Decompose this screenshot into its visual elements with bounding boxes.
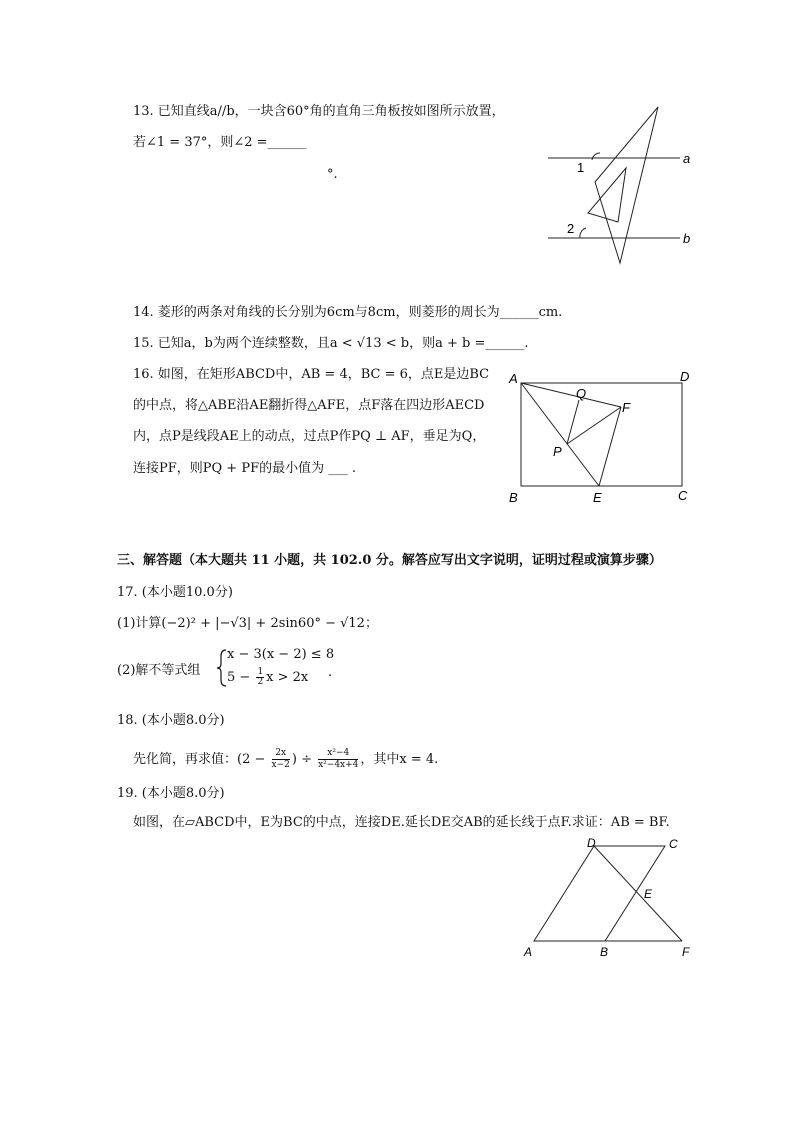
label-D: D [587, 836, 596, 850]
fraction-2x-over-x-2 [272, 748, 290, 771]
q18-suffix: ，其中x = 4. [360, 752, 439, 767]
frac1-den: x−2 [271, 760, 290, 770]
q19-text: 如图，在▱ABCD中，E为BC的中点，连接DE.延长DE交AB的延长线于点F.求证：AB = BF. [133, 815, 670, 830]
q13-line2: 若∠1 = 37°，则∠2 =______ [133, 135, 307, 150]
label-P: P [553, 444, 562, 459]
half-num: 1 [257, 667, 264, 677]
triangle-inner [588, 168, 626, 222]
line-DF [594, 846, 682, 941]
q17-inequality-1: x − 3(x − 2) ≤ 8 [227, 647, 335, 662]
frac1-num: 2x [272, 748, 290, 760]
q16-line3: 内，点P是线段AE上的动点，过点P作PQ ⊥ AF，垂足为Q， [133, 429, 486, 444]
label-Q: Q [576, 386, 587, 401]
ineq2-tail: x > 2x [266, 670, 309, 685]
triangle-outer [595, 107, 658, 263]
half-den: 2 [257, 677, 264, 687]
label-C: C [678, 488, 688, 503]
q17-inequality-2 [227, 668, 308, 687]
label-A: A [509, 371, 518, 386]
q14-text: 14. 菱形的两条对角线的长分别为6cm与8cm，则菱形的周长为______cm. [133, 305, 563, 320]
angle1-arc [592, 153, 600, 160]
q17-title: 17. (本小题10.0分) [117, 585, 233, 600]
q18-prefix: 先化简，再求值：(2 − [133, 752, 270, 767]
label-b: b [683, 231, 691, 246]
label-E: E [644, 887, 653, 901]
label-2: 2 [567, 221, 575, 236]
q17-tail: . [328, 665, 333, 680]
label-F: F [682, 945, 690, 959]
label-E: E [593, 490, 602, 505]
q18-title: 18. (本小题8.0分) [117, 713, 225, 728]
q13-figure [540, 100, 700, 270]
label-B: B [509, 490, 518, 505]
q16-figure [500, 360, 700, 510]
q17-part2-prefix: (2)解不等式组 [117, 663, 201, 678]
ineq2-lead: 5 − [227, 670, 255, 685]
q13-line1: 13. 已知直线a//b，一块含60°角的直角三角板按如图所示放置， [133, 104, 505, 119]
q17-part1: (1)计算(−2)² + |−√3| + 2sin60° − √12； [117, 616, 378, 631]
q19-title: 19. (本小题8.0分) [117, 786, 225, 801]
section3-heading: 三、解答题（本大题共 11 小题，共 102.0 分。解答应写出文字说明，证明过程或演算步骤） [117, 553, 662, 568]
fraction-x2-4-over-quadratic [318, 748, 358, 771]
q15-text: 15. 已知a，b为两个连续整数，且a < √13 < b，则a + b =______. [133, 336, 529, 351]
half-fraction [256, 668, 264, 687]
q16-line4: 连接PF，则PQ + PF的最小值为 ___ . [133, 461, 356, 476]
segment-FE [599, 407, 621, 486]
label-a: a [683, 151, 691, 166]
frac2-num: x²−4 [318, 748, 358, 760]
label-D: D [680, 369, 690, 384]
q16-line1: 16. 如图，在矩形ABCD中，AB = 4，BC = 6，点E是边BC [133, 367, 490, 382]
q19-figure [510, 832, 710, 962]
rectangle-ABCD [521, 383, 682, 486]
angle2-arc [580, 228, 586, 238]
label-C: C [669, 837, 678, 851]
q13-degree-tail: °. [327, 167, 338, 182]
frac2-den: x²−4x+4 [318, 760, 359, 770]
q18-expression [133, 745, 438, 775]
label-1: 1 [577, 160, 585, 175]
label-A: A [524, 945, 533, 959]
q16-line2: 的中点，将△ABE沿AE翻折得△AFE，点F落在四边形AECD [133, 398, 485, 413]
label-B: B [600, 945, 609, 959]
q18-mid: ) ÷ [291, 752, 317, 767]
label-F: F [622, 400, 630, 415]
